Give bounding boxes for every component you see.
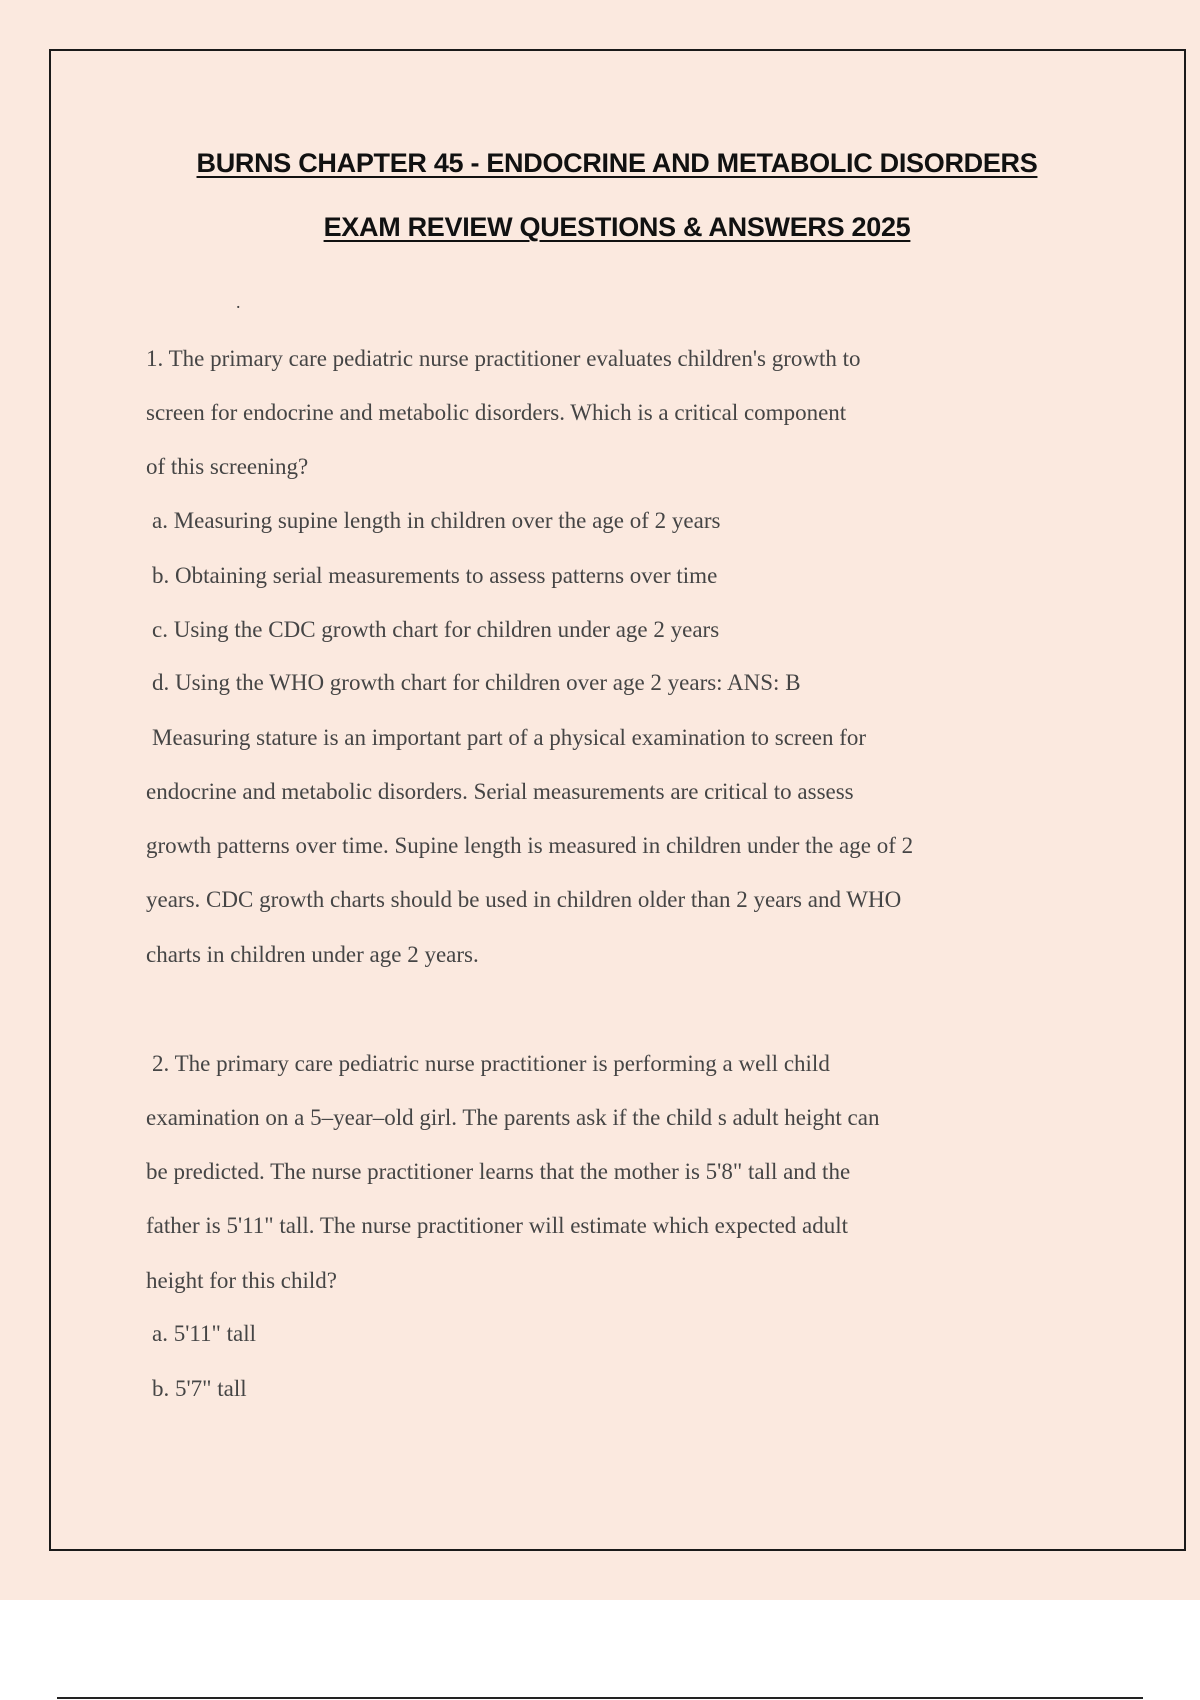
- question-2-stem-line: father is 5'11" tall. The nurse practitioner will estimate which expected adult: [146, 1213, 849, 1238]
- question-1-rationale-line: growth patterns over time. Supine length is measured in children under the age of 2: [146, 833, 914, 858]
- question-1-option-a: a. Measuring supine length in children over the age of 2 years: [152, 508, 721, 533]
- question-1-rationale-line: Measuring stature is an important part of a physical examination to screen for: [152, 725, 867, 750]
- separator-dot: .: [236, 292, 241, 312]
- question-1-option-d: d. Using the WHO growth chart for children over age 2 years: ANS: B: [152, 670, 801, 695]
- document-title-line-2: EXAM REVIEW QUESTIONS & ANSWERS 2025: [323, 212, 911, 242]
- question-1-rationale-line: charts in children under age 2 years.: [146, 942, 479, 967]
- question-1-option-c: c. Using the CDC growth chart for children under age 2 years: [152, 617, 720, 642]
- document-title-line-1: BURNS CHAPTER 45 - ENDOCRINE AND METABOLIC DISORDERS: [196, 148, 1038, 178]
- question-2-stem-line: examination on a 5–year–old girl. The parents ask if the child s adult height can: [146, 1105, 880, 1130]
- question-1-rationale-line: endocrine and metabolic disorders. Serial measurements are critical to assess: [146, 779, 854, 804]
- question-1-stem-line: 1. The primary care pediatric nurse practitioner evaluates children's growth to: [146, 346, 861, 371]
- question-2-option-a: a. 5'11" tall: [152, 1321, 257, 1346]
- question-1-stem-line: screen for endocrine and metabolic disorders. Which is a critical component: [146, 400, 847, 425]
- question-2-stem-line: 2. The primary care pediatric nurse practitioner is performing a well child: [152, 1051, 830, 1076]
- footer-rule: [57, 1697, 1143, 1699]
- question-2-stem-line: height for this child?: [146, 1268, 337, 1293]
- question-2-stem-line: be predicted. The nurse practitioner learns that the mother is 5'8" tall and the: [146, 1159, 851, 1184]
- question-1-option-b: b. Obtaining serial measurements to assess patterns over time: [152, 563, 718, 588]
- question-1-stem-line: of this screening?: [146, 454, 309, 479]
- question-1-rationale-line: years. CDC growth charts should be used in children older than 2 years and WHO: [146, 887, 902, 912]
- question-2-option-b: b. 5'7" tall: [152, 1376, 247, 1401]
